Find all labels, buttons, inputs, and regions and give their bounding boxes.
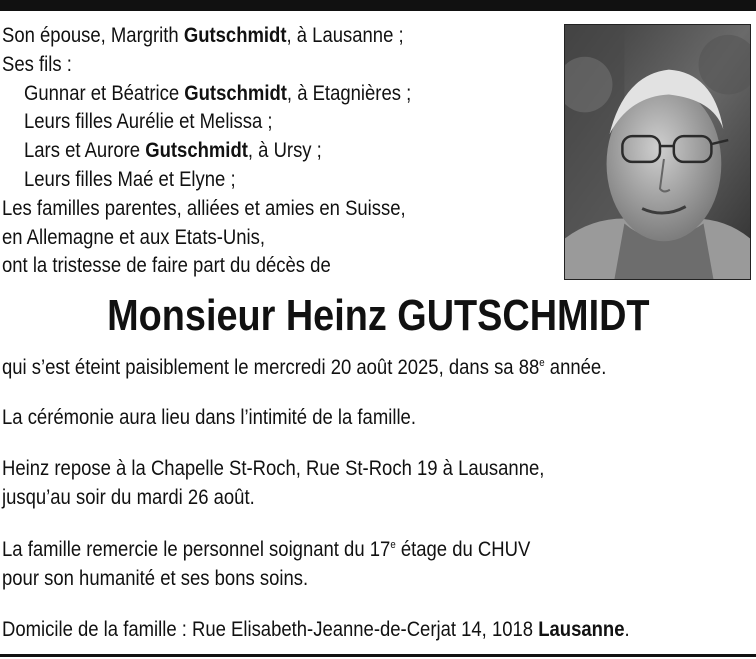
family-line: Ses fils :	[2, 52, 72, 76]
portrait-illustration	[565, 25, 750, 279]
deceased-name: Monsieur Heinz GUTSCHMIDT	[106, 291, 650, 340]
top-border	[0, 0, 756, 11]
thanks-notice: La famille remercie le personnel soignant du 17e étage du CHUV pour son humanité et ses bons soins.	[2, 538, 531, 590]
ceremony-notice: La cérémonie aura lieu dans l’intimité de la famille.	[2, 406, 416, 429]
family-line: Les familles parentes, alliées et amies en Suisse,	[2, 196, 406, 220]
family-line: Lars et Aurore Gutschmidt, à Ursy ;	[24, 139, 322, 163]
bottom-border	[0, 654, 756, 657]
family-announcement	[2, 22, 542, 281]
family-line: Leurs filles Aurélie et Melissa ;	[24, 110, 273, 134]
repose-notice: Heinz repose à la Chapelle St-Roch, Rue St-Roch 19 à Lausanne, jusqu’au soir du mardi 26 août.	[2, 457, 545, 509]
portrait-photo	[564, 24, 751, 280]
family-line: ont la tristesse de faire part du décès de	[2, 254, 331, 278]
family-line: Gunnar et Béatrice Gutschmidt, à Etagnières ;	[24, 81, 412, 105]
family-line: Leurs filles Maé et Elyne ;	[24, 167, 236, 191]
family-line: Son épouse, Margrith Gutschmidt, à Lausanne ;	[2, 24, 404, 47]
death-notice: qui s’est éteint paisiblement le mercredi 20 août 2025, dans sa 88e année.	[2, 356, 607, 379]
family-line: en Allemagne et aux Etats-Unis,	[2, 225, 265, 249]
family-address: Domicile de la famille : Rue Elisabeth-Jeanne-de-Cerjat 14, 1018 Lausanne.	[2, 618, 630, 641]
